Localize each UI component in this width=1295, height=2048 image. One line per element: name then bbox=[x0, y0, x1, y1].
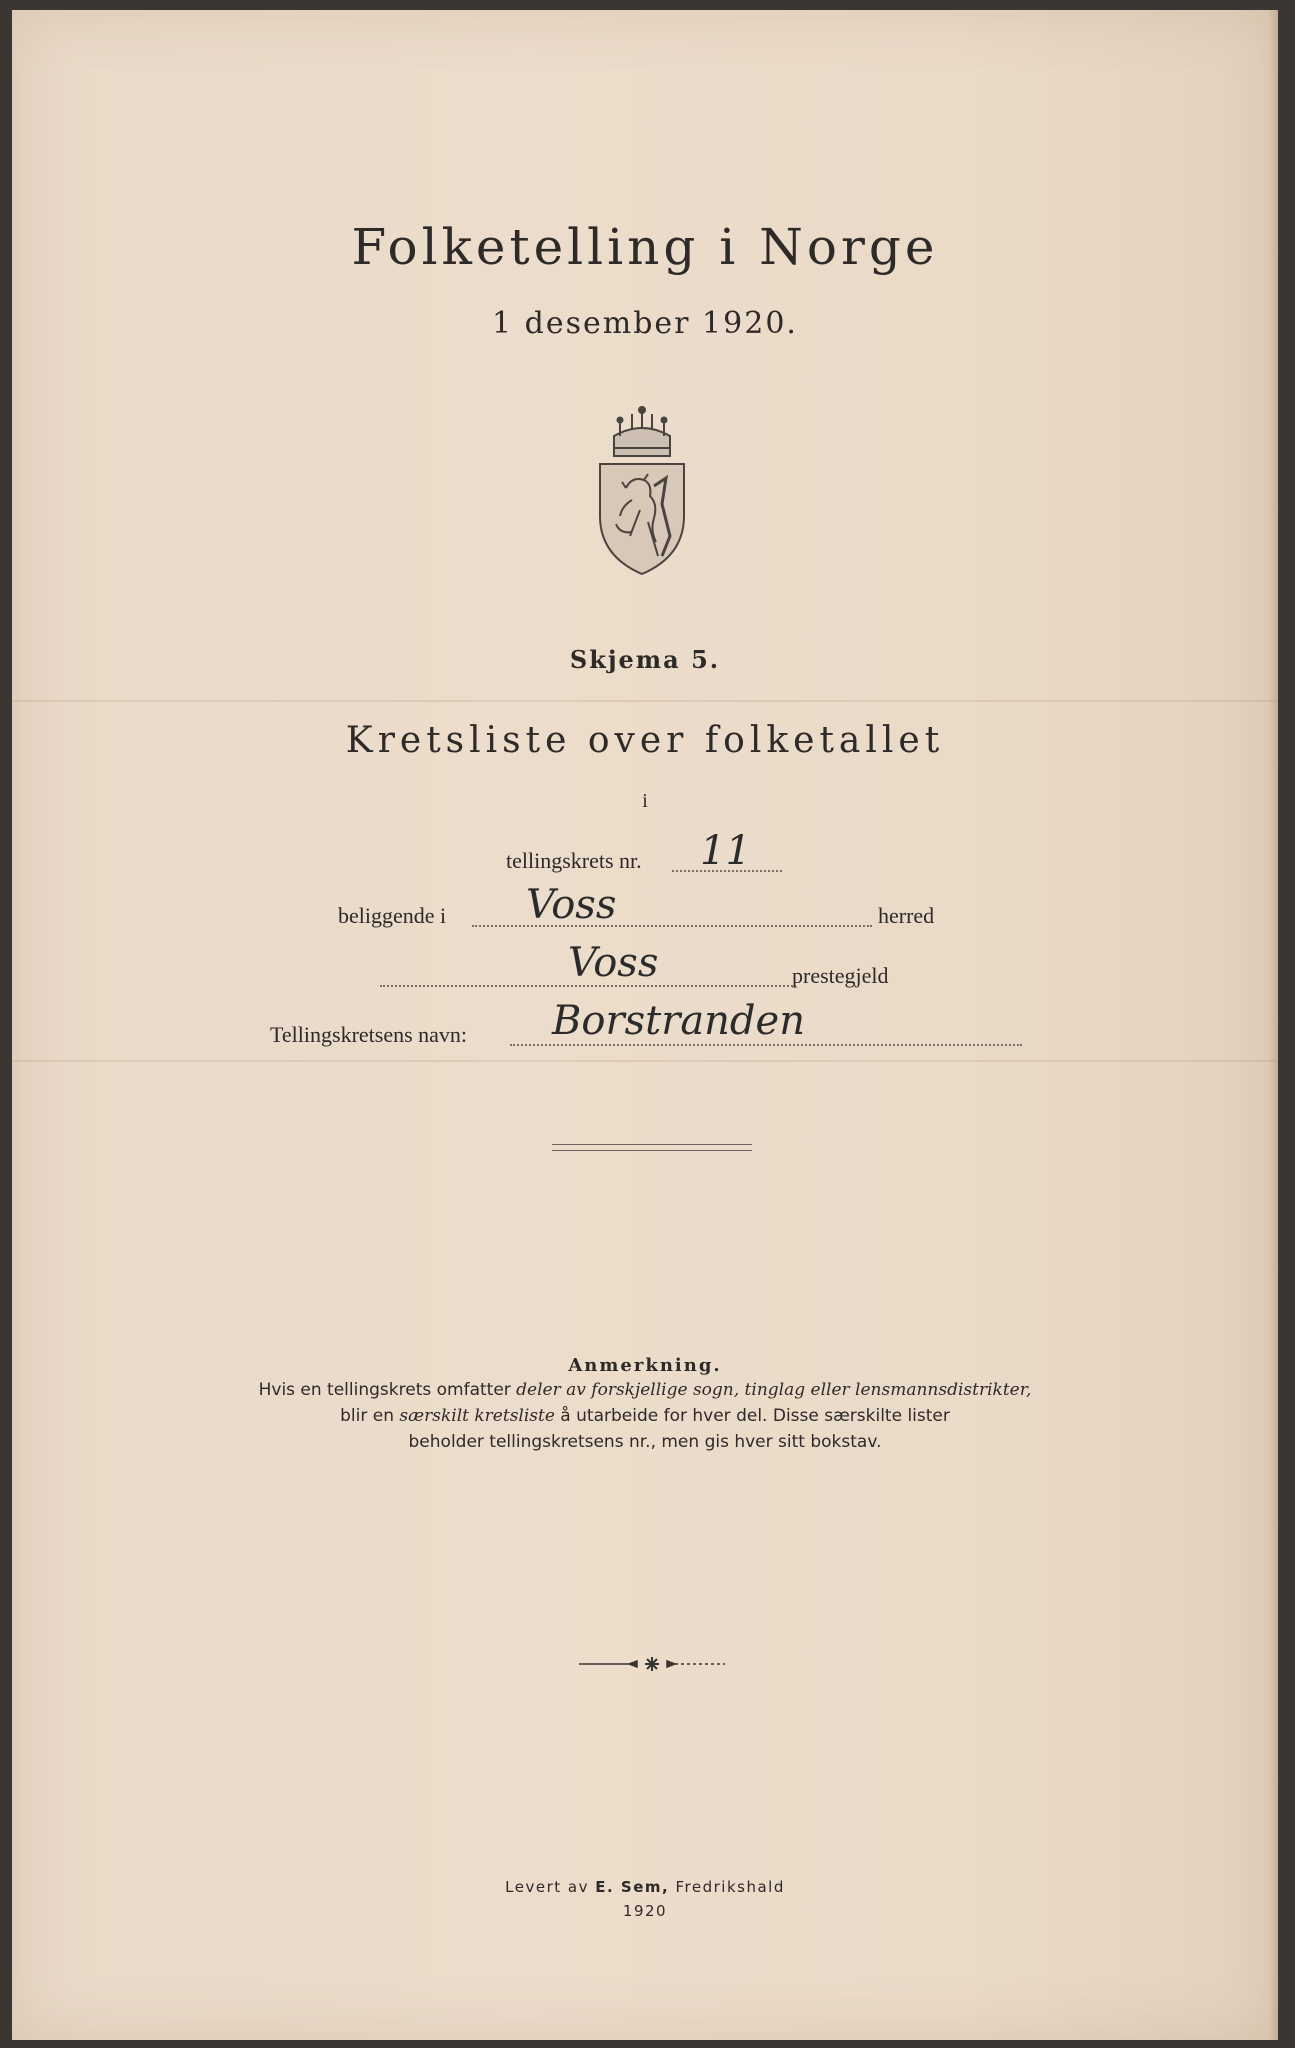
printer-credit bbox=[12, 1878, 1278, 1896]
krets-label: tellingskrets nr. bbox=[506, 848, 642, 873]
fold-line bbox=[12, 700, 1278, 702]
note-line-1 bbox=[12, 1380, 1278, 1400]
navn-label: Tellingskretsens navn: bbox=[270, 1022, 468, 1047]
note-text: å utarbeide for hver del. Disse særskilte lister bbox=[554, 1406, 950, 1426]
form-subtitle: Kretsliste over folketallet bbox=[345, 720, 945, 761]
prestegjeld-suffix: prestegjeld bbox=[792, 963, 889, 988]
prestegjeld-value: Voss bbox=[568, 940, 659, 986]
herred-suffix: herred bbox=[878, 903, 935, 928]
ornament-icon bbox=[577, 1654, 727, 1674]
navn-value: Borstranden bbox=[552, 998, 805, 1044]
section-divider bbox=[552, 1144, 752, 1151]
norwegian-coat-of-arms-icon bbox=[592, 406, 692, 578]
schema-number: Skjema 5. bbox=[569, 645, 721, 674]
form-title: Folketelling i Norge bbox=[351, 218, 939, 276]
note-heading: Anmerkning. bbox=[568, 1355, 722, 1376]
printer-name: E. Sem, bbox=[595, 1878, 670, 1896]
note-line-3: beholder tellingskretsens nr., men gis hver sitt bokstav. bbox=[408, 1432, 882, 1452]
form-date: 1 desember 1920. bbox=[492, 306, 798, 341]
printer-year: 1920 bbox=[622, 1902, 668, 1920]
note-emphasis: deler av forskjellige sogn, tinglag eller lensmannsdistrikter, bbox=[516, 1380, 1032, 1400]
fold-line bbox=[12, 1060, 1278, 1062]
navn-line bbox=[510, 1044, 1022, 1046]
connector-text: i bbox=[642, 790, 648, 812]
printer-text: Levert av bbox=[505, 1878, 596, 1896]
herred-value: Voss bbox=[526, 882, 617, 928]
printer-place: Fredrikshald bbox=[669, 1878, 785, 1896]
census-form-sheet bbox=[12, 10, 1278, 2040]
note-line-2 bbox=[12, 1406, 1278, 1426]
krets-value: 11 bbox=[700, 828, 751, 874]
herred-prefix: beliggende i bbox=[338, 903, 447, 928]
note-text: blir en bbox=[340, 1406, 400, 1426]
note-text: Hvis en tellingskrets omfatter bbox=[258, 1380, 517, 1400]
note-emphasis: særskilt kretsliste bbox=[399, 1406, 555, 1426]
